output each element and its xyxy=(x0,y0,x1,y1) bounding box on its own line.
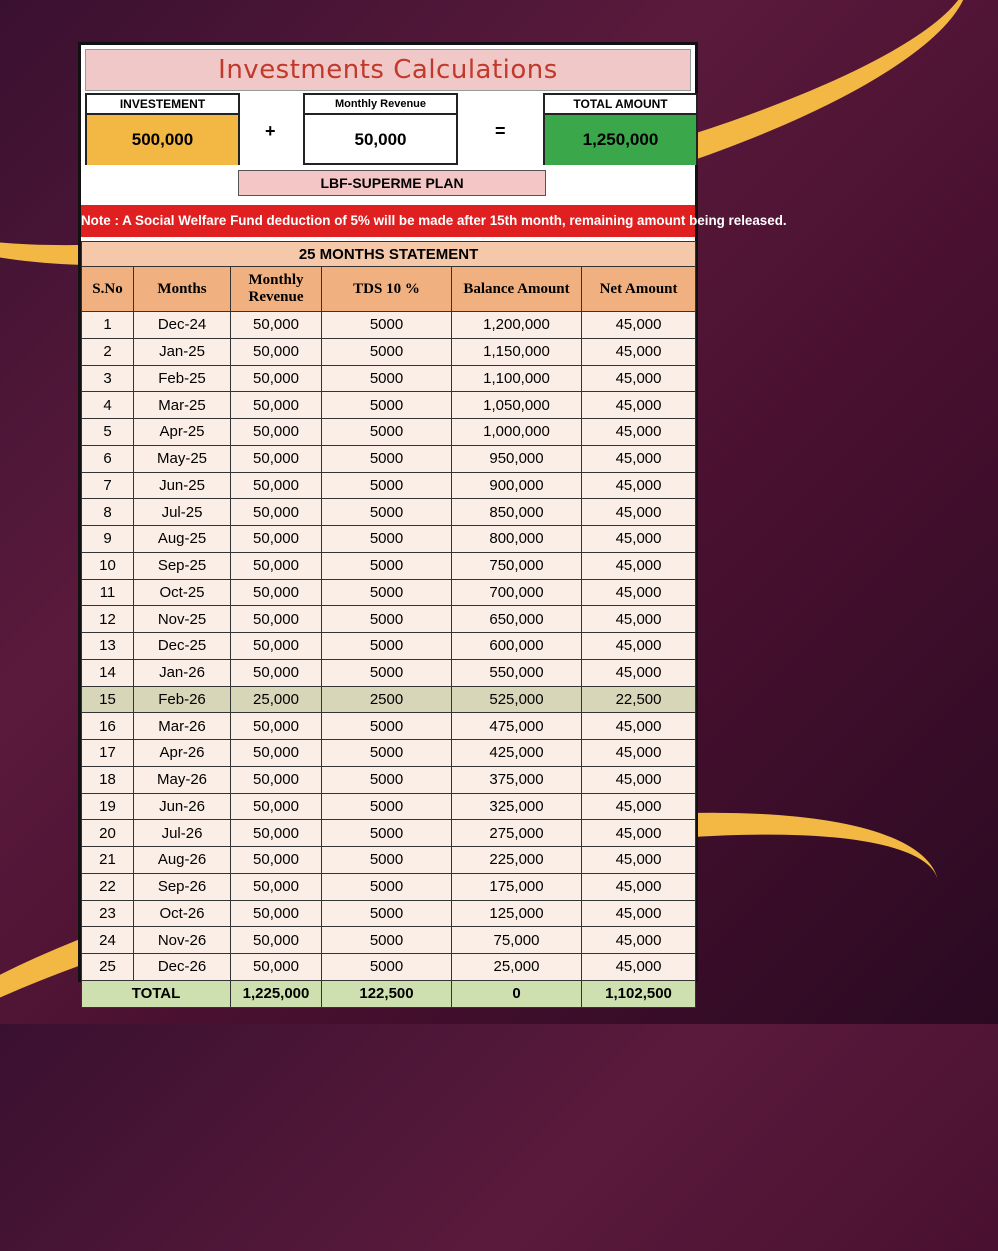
month-cell: Mar-25 xyxy=(134,392,231,419)
table-row xyxy=(82,659,696,686)
balance-cell: 275,000 xyxy=(452,820,582,847)
monthly-revenue-cell: 50,000 xyxy=(231,526,322,553)
net-amount-cell: 45,000 xyxy=(582,633,696,660)
sno-cell: 2 xyxy=(82,338,134,365)
monthly-revenue-cell: 50,000 xyxy=(231,312,322,339)
total-amount-label: TOTAL AMOUNT xyxy=(545,95,696,115)
balance-cell: 1,050,000 xyxy=(452,392,582,419)
total-amount-value: 1,250,000 xyxy=(545,115,696,165)
table-row xyxy=(82,579,696,606)
monthly-revenue-cell: 50,000 xyxy=(231,713,322,740)
table-row xyxy=(82,338,696,365)
table-row xyxy=(82,954,696,981)
sno-cell: 22 xyxy=(82,873,134,900)
monthly-revenue-cell: 50,000 xyxy=(231,338,322,365)
monthly-revenue-cell: 50,000 xyxy=(231,445,322,472)
net-amount-cell: 45,000 xyxy=(582,419,696,446)
balance-cell: 475,000 xyxy=(452,713,582,740)
sno-cell: 18 xyxy=(82,766,134,793)
balance-cell: 525,000 xyxy=(452,686,582,713)
balance-cell: 550,000 xyxy=(452,659,582,686)
tds-cell: 5000 xyxy=(322,392,452,419)
balance-cell: 600,000 xyxy=(452,633,582,660)
month-cell: Feb-25 xyxy=(134,365,231,392)
sno-cell: 9 xyxy=(82,526,134,553)
net-amount-cell: 45,000 xyxy=(582,392,696,419)
month-cell: Jan-25 xyxy=(134,338,231,365)
column-header: Balance Amount xyxy=(452,267,582,312)
net-amount-cell: 45,000 xyxy=(582,499,696,526)
balance-cell: 700,000 xyxy=(452,579,582,606)
monthly-revenue-cell: 50,000 xyxy=(231,820,322,847)
plan-name: LBF-SUPERME PLAN xyxy=(238,170,546,196)
table-row xyxy=(82,526,696,553)
tds-cell: 2500 xyxy=(322,686,452,713)
month-cell: Jan-26 xyxy=(134,659,231,686)
page-title: Investments Calculations xyxy=(85,49,691,91)
net-amount-cell: 22,500 xyxy=(582,686,696,713)
net-amount-cell: 45,000 xyxy=(582,552,696,579)
tds-cell: 5000 xyxy=(322,365,452,392)
net-amount-cell: 45,000 xyxy=(582,900,696,927)
balance-cell: 225,000 xyxy=(452,847,582,874)
month-cell: Apr-25 xyxy=(134,419,231,446)
table-row xyxy=(82,900,696,927)
month-cell: Sep-25 xyxy=(134,552,231,579)
column-header: TDS 10 % xyxy=(322,267,452,312)
tds-cell: 5000 xyxy=(322,633,452,660)
monthly-revenue-cell: 50,000 xyxy=(231,740,322,767)
month-cell: Nov-25 xyxy=(134,606,231,633)
tds-cell: 5000 xyxy=(322,793,452,820)
monthly-revenue-cell: 50,000 xyxy=(231,954,322,981)
statement-table xyxy=(81,241,696,1008)
net-amount-cell: 45,000 xyxy=(582,659,696,686)
net-amount-cell: 45,000 xyxy=(582,873,696,900)
plus-operator: + xyxy=(265,121,276,141)
column-header: S.No xyxy=(82,267,134,312)
table-row xyxy=(82,445,696,472)
sno-cell: 15 xyxy=(82,686,134,713)
balance-cell: 325,000 xyxy=(452,793,582,820)
investment-box xyxy=(85,93,240,165)
sno-cell: 21 xyxy=(82,847,134,874)
monthly-revenue-cell: 50,000 xyxy=(231,472,322,499)
month-cell: Aug-25 xyxy=(134,526,231,553)
net-amount-cell: 45,000 xyxy=(582,793,696,820)
month-cell: Jul-25 xyxy=(134,499,231,526)
monthly-revenue-cell: 50,000 xyxy=(231,793,322,820)
net-amount-cell: 45,000 xyxy=(582,606,696,633)
table-row xyxy=(82,499,696,526)
monthly-revenue-cell: 50,000 xyxy=(231,419,322,446)
sno-cell: 12 xyxy=(82,606,134,633)
column-header: Months xyxy=(134,267,231,312)
month-cell: Jul-26 xyxy=(134,820,231,847)
net-amount-cell: 45,000 xyxy=(582,927,696,954)
table-row xyxy=(82,392,696,419)
monthly-revenue-cell: 25,000 xyxy=(231,686,322,713)
balance-cell: 750,000 xyxy=(452,552,582,579)
table-row xyxy=(82,419,696,446)
table-row xyxy=(82,686,696,713)
net-amount-cell: 45,000 xyxy=(582,820,696,847)
tds-cell: 5000 xyxy=(322,419,452,446)
sno-cell: 3 xyxy=(82,365,134,392)
total-label: TOTAL xyxy=(82,980,231,1007)
table-row xyxy=(82,713,696,740)
total-tds: 122,500 xyxy=(322,980,452,1007)
monthly-revenue-cell: 50,000 xyxy=(231,900,322,927)
monthly-revenue-cell: 50,000 xyxy=(231,606,322,633)
equals-operator: = xyxy=(495,121,506,141)
calculation-sheet xyxy=(78,42,787,1003)
table-row xyxy=(82,927,696,954)
sno-cell: 23 xyxy=(82,900,134,927)
balance-cell: 125,000 xyxy=(452,900,582,927)
table-row xyxy=(82,820,696,847)
net-amount-cell: 45,000 xyxy=(582,954,696,981)
sno-cell: 1 xyxy=(82,312,134,339)
tds-cell: 5000 xyxy=(322,472,452,499)
balance-cell: 800,000 xyxy=(452,526,582,553)
sno-cell: 6 xyxy=(82,445,134,472)
balance-cell: 1,200,000 xyxy=(452,312,582,339)
column-header: Net Amount xyxy=(582,267,696,312)
monthly-revenue-cell: 50,000 xyxy=(231,552,322,579)
tds-cell: 5000 xyxy=(322,606,452,633)
net-amount-cell: 45,000 xyxy=(582,847,696,874)
balance-cell: 1,150,000 xyxy=(452,338,582,365)
balance-cell: 375,000 xyxy=(452,766,582,793)
tds-cell: 5000 xyxy=(322,552,452,579)
net-amount-cell: 45,000 xyxy=(582,766,696,793)
statement-title: 25 MONTHS STATEMENT xyxy=(82,242,696,267)
monthly-revenue-cell: 50,000 xyxy=(231,392,322,419)
month-cell: Oct-25 xyxy=(134,579,231,606)
month-cell: Jun-26 xyxy=(134,793,231,820)
table-row xyxy=(82,766,696,793)
monthly-revenue-cell: 50,000 xyxy=(231,927,322,954)
month-cell: Aug-26 xyxy=(134,847,231,874)
investment-value: 500,000 xyxy=(87,115,238,165)
sno-cell: 24 xyxy=(82,927,134,954)
balance-cell: 75,000 xyxy=(452,927,582,954)
net-amount-cell: 45,000 xyxy=(582,445,696,472)
net-amount-cell: 45,000 xyxy=(582,526,696,553)
note-banner: Note : A Social Welfare Fund deduction of 5% will be made after 15th month, remaining amount being released. xyxy=(81,205,695,237)
monthly-revenue-cell: 50,000 xyxy=(231,499,322,526)
tds-cell: 5000 xyxy=(322,740,452,767)
net-amount-cell: 45,000 xyxy=(582,472,696,499)
net-amount-cell: 45,000 xyxy=(582,338,696,365)
month-cell: Oct-26 xyxy=(134,900,231,927)
investment-label: INVESTEMENT xyxy=(87,95,238,115)
sno-cell: 19 xyxy=(82,793,134,820)
column-header: Monthly Revenue xyxy=(231,267,322,312)
month-cell: Jun-25 xyxy=(134,472,231,499)
sno-cell: 10 xyxy=(82,552,134,579)
net-amount-cell: 45,000 xyxy=(582,713,696,740)
tds-cell: 5000 xyxy=(322,954,452,981)
sno-cell: 16 xyxy=(82,713,134,740)
net-amount-cell: 45,000 xyxy=(582,365,696,392)
balance-cell: 900,000 xyxy=(452,472,582,499)
tds-cell: 5000 xyxy=(322,847,452,874)
tds-cell: 5000 xyxy=(322,873,452,900)
sno-cell: 20 xyxy=(82,820,134,847)
month-cell: Sep-26 xyxy=(134,873,231,900)
month-cell: Mar-26 xyxy=(134,713,231,740)
sno-cell: 8 xyxy=(82,499,134,526)
month-cell: Nov-26 xyxy=(134,927,231,954)
monthly-revenue-cell: 50,000 xyxy=(231,766,322,793)
tds-cell: 5000 xyxy=(322,338,452,365)
table-row xyxy=(82,606,696,633)
monthly-revenue-cell: 50,000 xyxy=(231,873,322,900)
balance-cell: 950,000 xyxy=(452,445,582,472)
total-monthly-revenue: 1,225,000 xyxy=(231,980,322,1007)
monthly-revenue-cell: 50,000 xyxy=(231,847,322,874)
table-row xyxy=(82,740,696,767)
month-cell: Apr-26 xyxy=(134,740,231,767)
monthly-revenue-cell: 50,000 xyxy=(231,633,322,660)
balance-cell: 425,000 xyxy=(452,740,582,767)
balance-cell: 1,100,000 xyxy=(452,365,582,392)
balance-cell: 25,000 xyxy=(452,954,582,981)
tds-cell: 5000 xyxy=(322,766,452,793)
sno-cell: 5 xyxy=(82,419,134,446)
table-row xyxy=(82,793,696,820)
tds-cell: 5000 xyxy=(322,312,452,339)
balance-cell: 650,000 xyxy=(452,606,582,633)
monthly-revenue-value: 50,000 xyxy=(354,130,407,149)
month-cell: May-26 xyxy=(134,766,231,793)
monthly-revenue-cell: 50,000 xyxy=(231,365,322,392)
balance-cell: 175,000 xyxy=(452,873,582,900)
balance-cell: 1,000,000 xyxy=(452,419,582,446)
table-row xyxy=(82,873,696,900)
net-amount-cell: 45,000 xyxy=(582,579,696,606)
tds-cell: 5000 xyxy=(322,659,452,686)
monthly-revenue-box xyxy=(303,93,458,165)
tds-cell: 5000 xyxy=(322,713,452,740)
tds-cell: 5000 xyxy=(322,900,452,927)
net-amount-cell: 45,000 xyxy=(582,312,696,339)
table-row xyxy=(82,472,696,499)
table-row xyxy=(82,312,696,339)
monthly-revenue-label: Monthly Revenue xyxy=(305,95,456,115)
net-amount-cell: 45,000 xyxy=(582,740,696,767)
sno-cell: 25 xyxy=(82,954,134,981)
table-row xyxy=(82,365,696,392)
monthly-revenue-cell: 50,000 xyxy=(231,659,322,686)
total-row xyxy=(82,980,696,1007)
month-cell: Dec-24 xyxy=(134,312,231,339)
sno-cell: 11 xyxy=(82,579,134,606)
month-cell: May-25 xyxy=(134,445,231,472)
total-net: 1,102,500 xyxy=(582,980,696,1007)
month-cell: Dec-25 xyxy=(134,633,231,660)
monthly-revenue-cell: 50,000 xyxy=(231,579,322,606)
tds-cell: 5000 xyxy=(322,445,452,472)
table-row xyxy=(82,847,696,874)
balance-cell: 850,000 xyxy=(452,499,582,526)
tds-cell: 5000 xyxy=(322,579,452,606)
tds-cell: 5000 xyxy=(322,526,452,553)
tds-cell: 5000 xyxy=(322,820,452,847)
table-row xyxy=(82,633,696,660)
month-cell: Feb-26 xyxy=(134,686,231,713)
table-row xyxy=(82,552,696,579)
total-amount-box xyxy=(543,93,698,165)
sno-cell: 7 xyxy=(82,472,134,499)
sno-cell: 4 xyxy=(82,392,134,419)
sno-cell: 14 xyxy=(82,659,134,686)
tds-cell: 5000 xyxy=(322,499,452,526)
total-balance: 0 xyxy=(452,980,582,1007)
month-cell: Dec-26 xyxy=(134,954,231,981)
sno-cell: 17 xyxy=(82,740,134,767)
tds-cell: 5000 xyxy=(322,927,452,954)
sno-cell: 13 xyxy=(82,633,134,660)
